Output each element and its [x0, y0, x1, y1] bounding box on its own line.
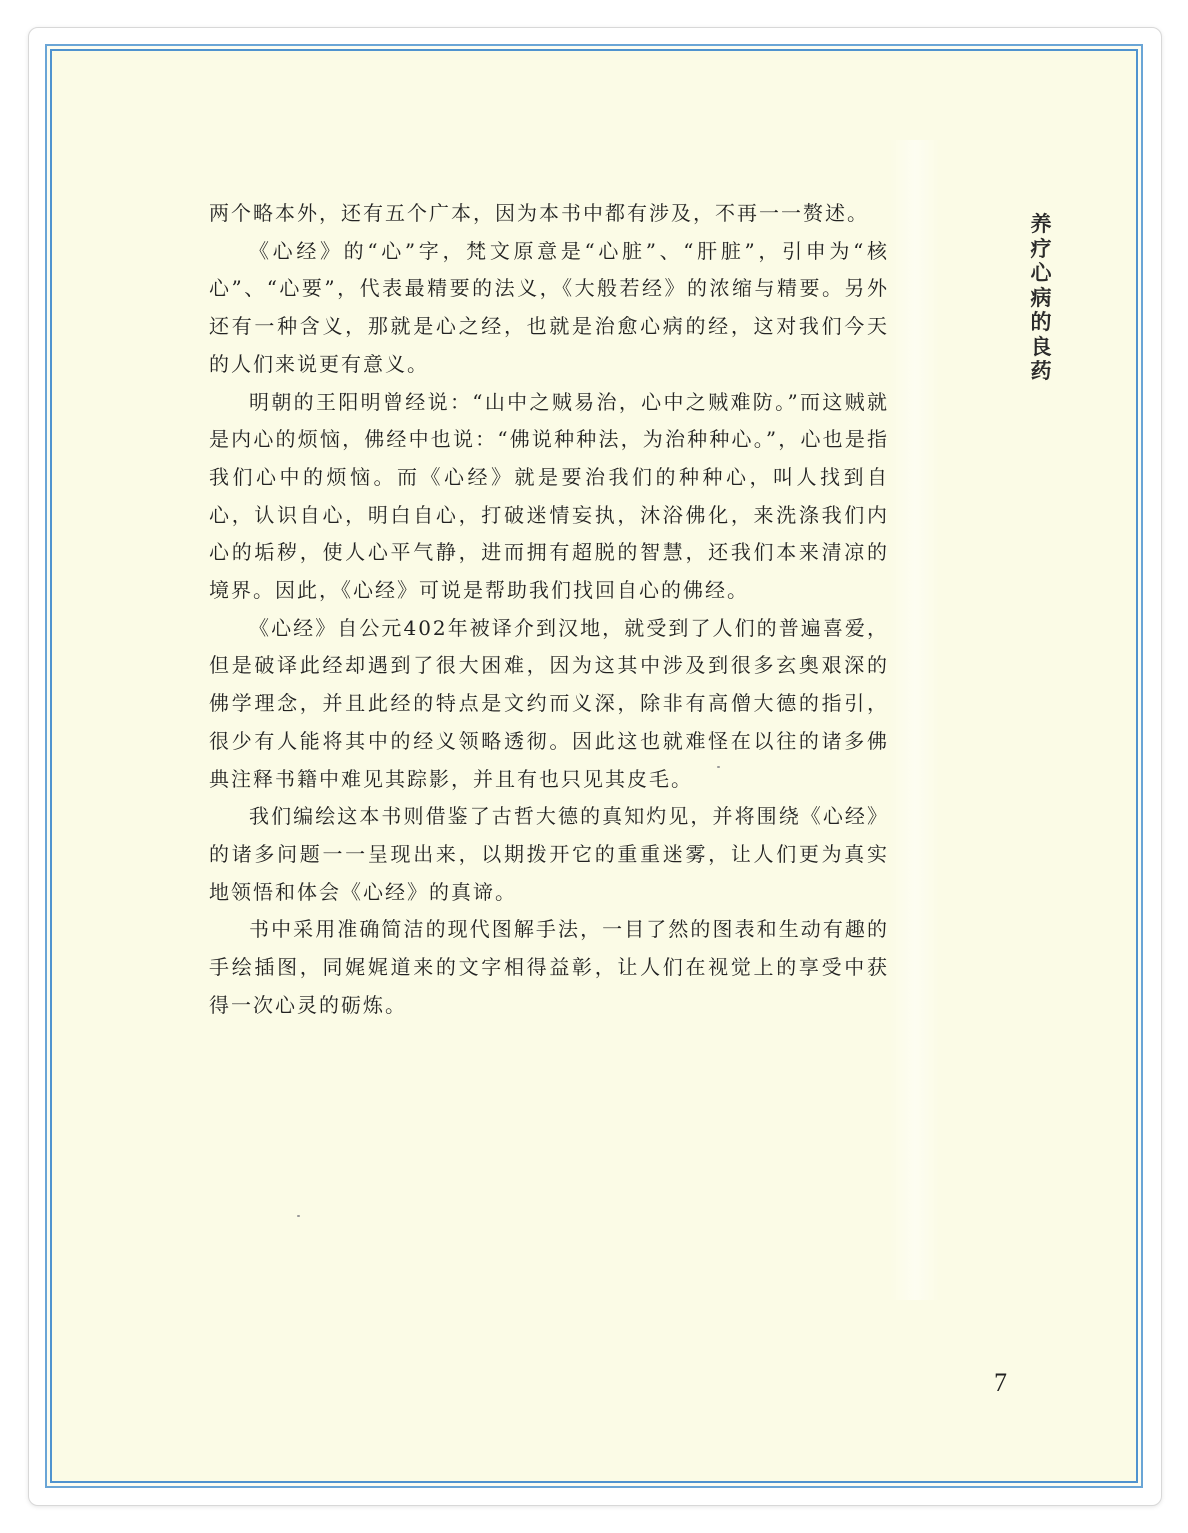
paragraph-1: 两个略本外，还有五个广本，因为本书中都有涉及，不再一一赘述。: [209, 201, 869, 225]
paragraph-3: 明朝的王阳明曾经说：“山中之贼易治，心中之贼难防。”而这贼就是内心的烦恼，佛经中也说：“佛说种种法，为治种种心。”，心也是指我们心中的烦恼。而《心经》就是要治我们的种种心，叫人找到自心，认识自心，明白自心，打破迷情妄执，沐浴佛化，来洗涤我们内心的垢秽，使人心平气静，进而拥有超脱的智慧，还我们本来清凉的境界。因此，《心经》可说是帮助我们找回自心的佛经。: [209, 389, 889, 603]
page-number: 7: [994, 1368, 1007, 1397]
scan-speck: [717, 766, 720, 768]
paragraph-2: 《心经》的“心”字，梵文原意是“心脏”、“肝脏”，引申为“核心”、“心要”，代表最精要的法义，《大般若经》的浓缩与精要。另外还有一种含义，那就是心之经，也就是治愈心病的经，这对我们今天的人们来说更有意义。: [209, 238, 889, 376]
paragraph-6: 书中采用准确简洁的现代图解手法，一目了然的图表和生动有趣的手绘插图，同娓娓道来的文字相得益彰，让人们在视觉上的享受中获得一次心灵的砺炼。: [209, 917, 889, 1017]
paragraph-5: 我们编绘这本书则借鉴了古哲大德的真知灼见，并将围绕《心经》的诸多问题一一呈现出来，以期拨开它的重重迷雾，让人们更为真实地领悟和体会《心经》的真谛。: [209, 804, 889, 904]
margin-shading: [890, 140, 940, 1300]
body-text: [209, 195, 889, 1024]
scan-speck: [297, 1215, 300, 1217]
running-head: 养疗心病的良药: [1030, 212, 1052, 383]
paragraph-4: 《心经》自公元402年被译介到汉地，就受到了人们的普遍喜爱，但是破译此经却遇到了很大困难，因为这其中涉及到很多玄奥艰深的佛学理念，并且此经的特点是文约而义深，除非有高僧大德的指引，很少有人能将其中的经义领略透彻。因此这也就难怪在以往的诸多佛典注释书籍中难见其踪影，并且有也只见其皮毛。: [209, 615, 889, 791]
